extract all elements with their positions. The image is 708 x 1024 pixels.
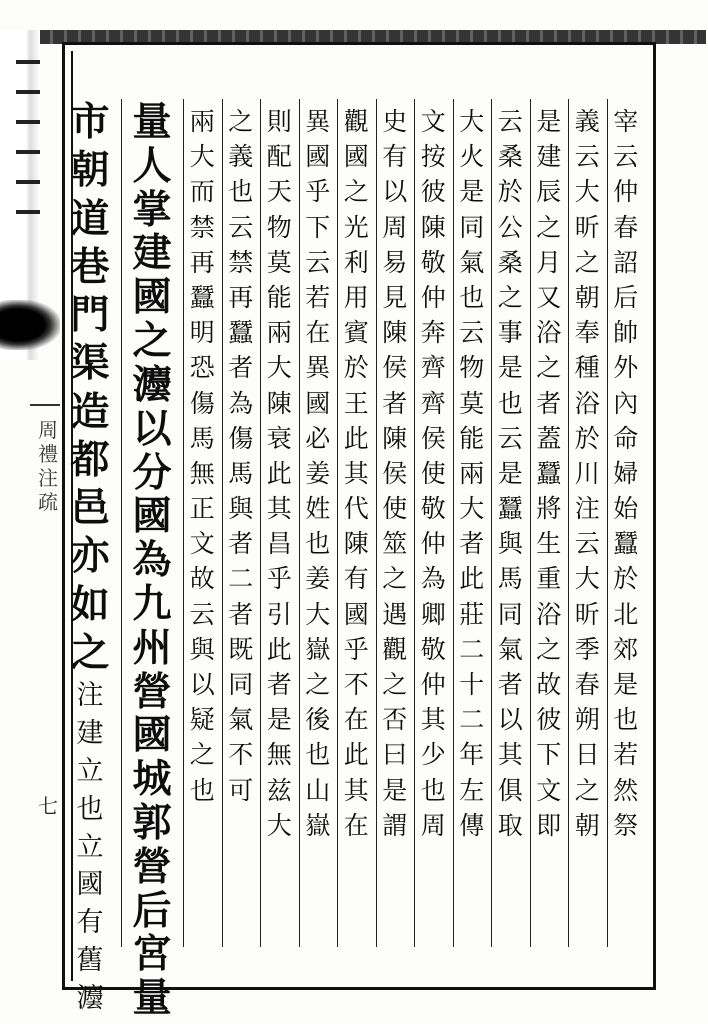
page-number: 七 [38,794,58,818]
column-rule [376,99,377,947]
text-column-9: 異 國 乎 下 云 若 在 異 國 必 姜 姓 也 姜 大 嶽 之 後 也 山 嶽 [305,107,331,840]
column-rule [222,99,223,947]
ink-blot [0,300,60,350]
text-column-8: 觀 國 之 光 利 用 賓 於 王 此 其 代 陳 有 國 乎 不 在 此 其 在 [343,107,369,840]
column-rule [260,99,261,947]
text-block-inner [70,51,647,1022]
margin-char: 疏 [38,490,58,514]
text-column-1: 宰 云 仲 春 詔 后 帥 外 內 命 婦 始 蠶 於 北 郊 是 也 若 然 祭 [613,107,639,840]
column-rule [121,99,122,947]
text-column-14: 市 朝 道 巷 門 渠 造 都 邑 亦 如 之 注 建 立 也 立 國 有 舊 灋 [70,99,110,1015]
column-rule [337,99,338,947]
text-column-2: 義 云 大 昕 之 朝 奉 種 浴 於 川 注 云 大 昕 季 春 朔 日 之 朝 [574,107,600,840]
book-title-margin [34,420,62,516]
text-column-10: 則 配 天 物 莫 能 兩 大 陳 衰 此 其 昌 乎 引 此 者 是 無 兹 大 [266,107,292,840]
column-rule [568,99,569,947]
margin-char: 注 [38,466,58,490]
column-rule [491,99,492,947]
column-rule [183,99,184,947]
text-block-frame [62,42,656,1022]
page-edge-marks [8,60,48,300]
column-rule [414,99,415,947]
margin-char: 周 [38,418,58,442]
text-column-5: 大 火 是 同 氣 也 云 物 莫 能 兩 大 者 此 莊 二 十 二 年 左 傳 [459,107,485,840]
text-column-12: 兩 大 而 禁 再 蠶 明 恐 傷 馬 無 正 文 故 云 與 以 疑 之 也 [189,107,215,805]
column-rule [299,99,300,947]
text-column-6: 文 按 彼 陳 敬 仲 奔 齊 齊 侯 使 敬 仲 為 卿 敬 仲 其 少 也 周 [420,107,446,840]
text-column-11: 之 義 也 云 禁 再 蠶 者 為 傷 馬 與 者 二 者 既 同 氣 不 可 [228,107,254,805]
column-rule [607,99,608,947]
margin-char: 禮 [38,442,58,466]
text-column-3: 是 建 辰 之 月 又 浴 之 者 蓋 蠶 將 生 重 浴 之 故 彼 下 文 即 [536,107,562,840]
text-column-7: 史 有 以 周 易 見 陳 侯 者 陳 侯 使 筮 之 遇 觀 之 否 曰 是 謂 [382,107,408,840]
text-column-4: 云 桑 於 公 桑 之 事 是 也 云 是 蠶 與 馬 同 氣 者 以 其 俱 取 [497,107,523,840]
column-rule [530,99,531,947]
column-rule [453,99,454,947]
text-column-13: 量 人 掌 建 國 之 灋 以 分 國 為 九 州 營 國 城 郭 營 后 宮 量 [132,99,172,1022]
fishtail-mark [30,404,60,406]
